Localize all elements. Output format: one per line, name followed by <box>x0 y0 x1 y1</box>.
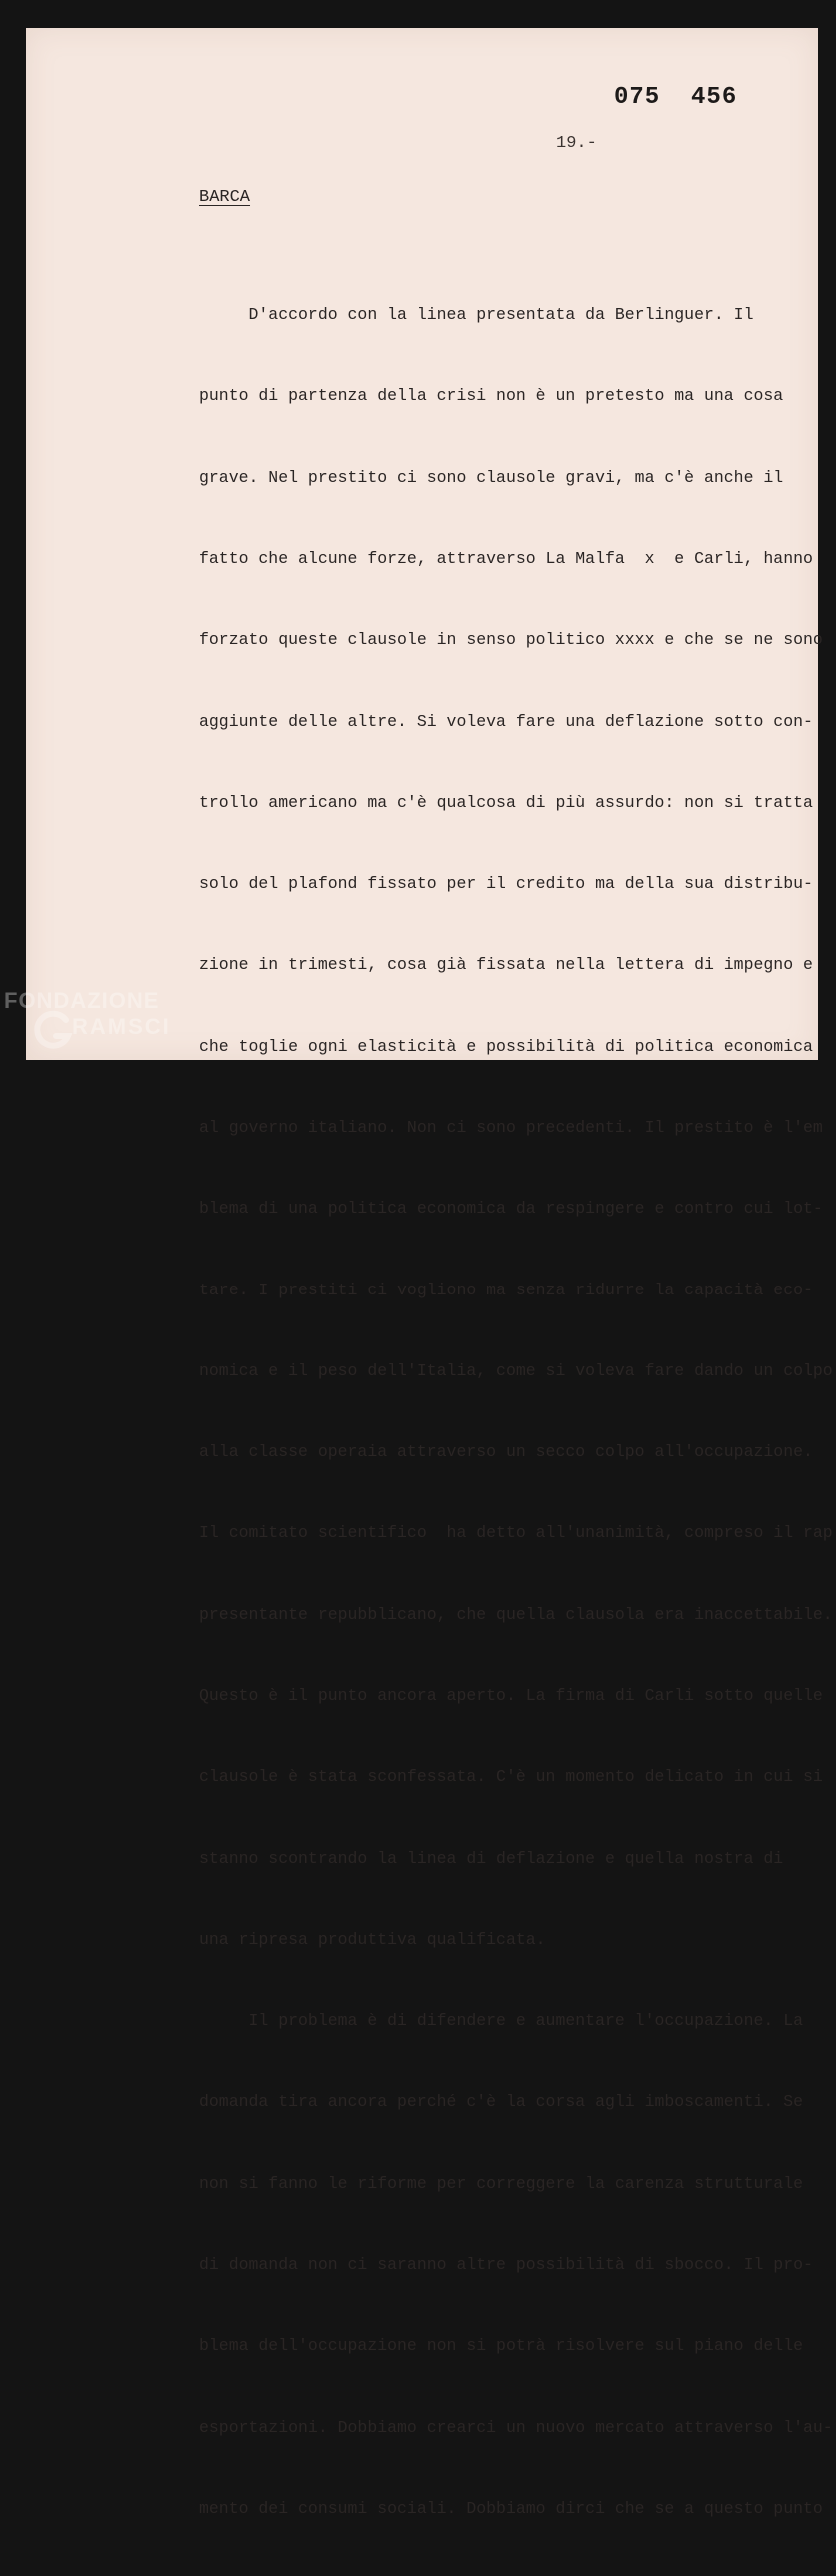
text-line: non si fanno le riforme per correggere la carenza strutturale <box>199 2173 803 2193</box>
text-line: presentante repubblicano, che quella clausola era inaccettabile. <box>199 1604 833 1624</box>
text-line: grave. Nel prestito ci sono clausole gravi, ma c'è anche il <box>199 467 784 487</box>
text-line: tare. I prestiti ci vogliono ma senza ridurre la capacità eco- <box>199 1280 813 1299</box>
text-line: forzato queste clausole in senso politico xxxx e che se ne sono <box>199 630 823 650</box>
text-line: nomica e il peso dell'Italia, come si voleva fare dando un colpo <box>199 1360 833 1380</box>
watermark-g-logo-icon <box>34 1010 74 1050</box>
text-line: che toglie ogni elasticità e possibilità di politica economica <box>199 1036 813 1056</box>
text-line: blema di una politica economica da respingere e contro cui lot- <box>199 1199 823 1219</box>
text-line: mento dei consumi sociali. Dobbiamo dirci che se a questo punto <box>199 2498 823 2518</box>
text-line: stanno scontrando la linea di deflazione e quella nostra di <box>199 1848 784 1868</box>
speaker-heading: BARCA <box>199 188 251 207</box>
fondazione-gramsci-watermark <box>4 990 171 1038</box>
text-line: Questo è il punto ancora aperto. La firma di Carli sotto quelle <box>199 1685 823 1705</box>
text-line: aggiunte delle altre. Si voleva fare una deflazione sotto con- <box>199 711 813 731</box>
text-line: clausole è stata sconfessata. C'è un momento delicato in cui si <box>199 1767 823 1787</box>
watermark-line-1: FONDAZIONE <box>4 988 160 1013</box>
text-line: Il comitato scientifico ha detto all'unanimità, compreso il rap <box>199 1523 833 1543</box>
page-number: 19.- <box>556 134 597 153</box>
text-line: punto di partenza della crisi non è un pretesto ma una cosa <box>199 386 784 406</box>
text-line: zione in trimesti, cosa già fissata nella lettera di impegno e <box>199 955 813 975</box>
text-line: trollo americano ma c'è qualcosa di più assurdo: non si tratta <box>199 792 813 812</box>
text-line: esportazioni. Dobbiamo crearci un nuovo mercato attraverso l'au- <box>199 2417 833 2437</box>
text-line: Il problema è di difendere e aumentare l'occupazione. La <box>199 2011 803 2031</box>
document-page <box>26 28 833 2518</box>
watermark-line-2: RAMSCI <box>72 1014 171 1039</box>
text-line: di domanda non ci saranno altre possibilità di sbocco. Il pro- <box>199 2254 813 2274</box>
text-line: fatto che alcune forze, attraverso La Malfa x e Carli, hanno <box>199 549 813 569</box>
text-line: al governo italiano. Non ci sono precedenti. Il prestito è l'em <box>199 1118 823 1137</box>
text-line: una ripresa produttiva qualificata. <box>199 1929 546 1949</box>
archive-number: 075 456 <box>614 84 738 111</box>
text-line: domanda tira ancora perché c'è la corsa agli imboscamenti. Se <box>199 2092 803 2112</box>
text-line: alla classe operaia attraverso un secco colpo all'occupazione. <box>199 1442 813 1462</box>
text-line: blema dell'occupazione non si potrà risolvere sul piano delle <box>199 2336 803 2356</box>
text-line: solo del plafond fissato per il credito ma della sua distribu- <box>199 874 813 894</box>
text-line: D'accordo con la linea presentata da Berlinguer. Il <box>199 305 754 325</box>
typewritten-body <box>199 247 833 2576</box>
